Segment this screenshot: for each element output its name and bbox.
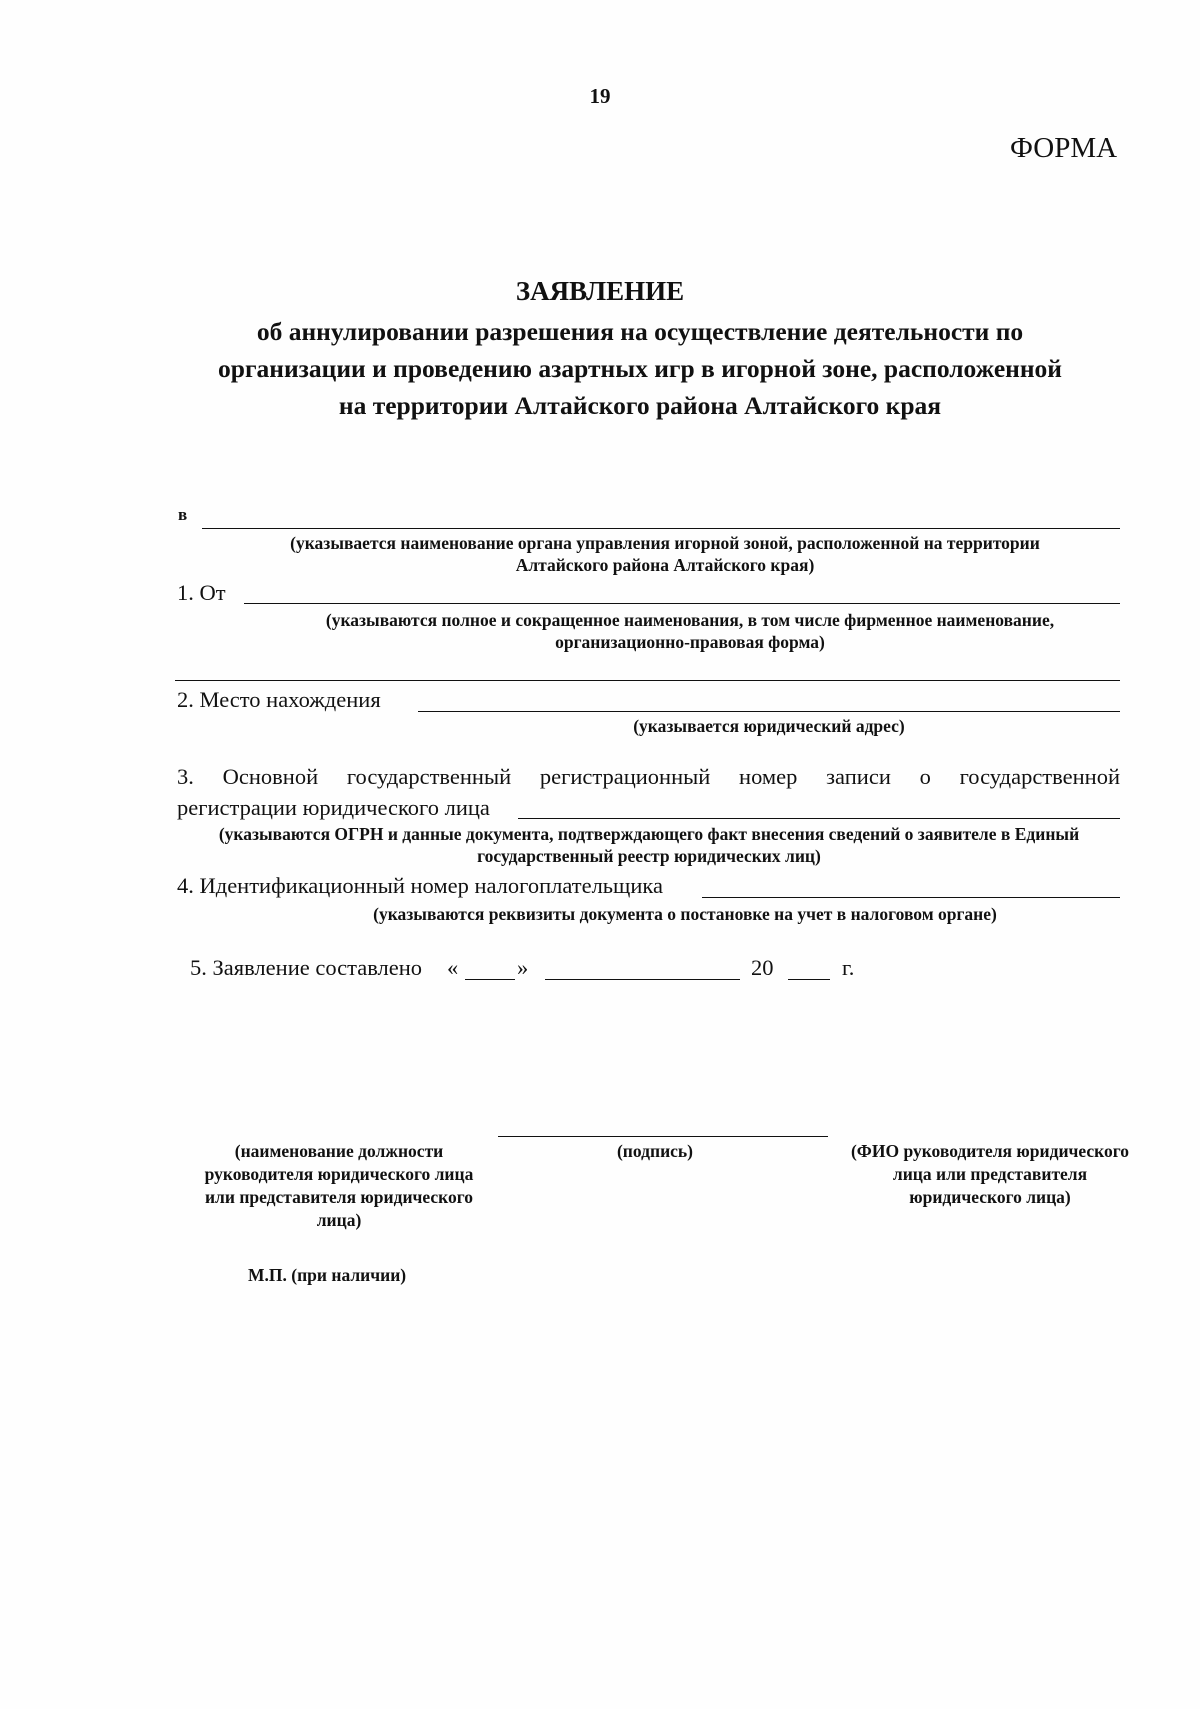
date-close-quote: » <box>517 955 529 980</box>
to-label: в <box>178 505 188 524</box>
ogrn-label-line1: 3. Основной государственный регистрационный номер записи о государственной <box>177 764 1120 789</box>
name-caption <box>830 1140 1150 1209</box>
inn-hint: (указываются реквизиты документа о постановке на учет в налоговом органе) <box>373 904 997 924</box>
ogrn-input-line[interactable] <box>518 818 1120 819</box>
page-number: 19 <box>589 84 611 108</box>
document-subtitle <box>150 313 1130 424</box>
caption-line: (ФИО руководителя юридического <box>850 1141 1130 1161</box>
hint-line: (указывается наименование органа управления игорной зоной, расположенной на территории <box>290 533 1040 553</box>
date-day-line[interactable] <box>465 979 515 980</box>
caption-line: или представителя юридического <box>204 1187 474 1207</box>
date-open-quote: « <box>447 955 459 980</box>
location-hint: (указывается юридический адрес) <box>633 716 905 736</box>
inn-input-line[interactable] <box>702 897 1120 898</box>
hint-line: (указываются ОГРН и данные документа, подтверждающего факт внесения сведений о заявителе в Единый <box>218 824 1080 844</box>
hint-line: (указываются полное и сокращенное наименования, в том числе фирменное наименование, <box>325 610 1055 630</box>
ogrn-label-line2: регистрации юридического лица <box>177 795 490 820</box>
signature-line[interactable] <box>498 1136 828 1137</box>
position-caption <box>180 1140 498 1232</box>
to-input-line[interactable] <box>202 528 1120 529</box>
stamp-caption: М.П. (при наличии) <box>248 1265 407 1285</box>
signature-caption: (подпись) <box>616 1141 694 1161</box>
form-label: ФОРМА <box>1010 132 1118 164</box>
subtitle-line: на территории Алтайского района Алтайского края <box>338 391 942 420</box>
ogrn-hint <box>170 823 1128 867</box>
from-hint <box>260 609 1120 653</box>
caption-line: юридического лица) <box>909 1187 1071 1207</box>
subtitle-line: об аннулировании разрешения на осуществление деятельности по <box>256 317 1024 346</box>
date-label: 5. Заявление составлено <box>190 955 423 980</box>
date-month-line[interactable] <box>545 979 740 980</box>
from-input-line[interactable] <box>244 603 1120 604</box>
to-hint <box>230 532 1100 576</box>
from-label: 1. От <box>177 580 226 605</box>
caption-line: (наименование должности <box>234 1141 444 1161</box>
hint-line: организационно-правовая форма) <box>555 632 825 652</box>
date-year-suffix: г. <box>842 955 855 980</box>
date-year-prefix: 20 <box>751 955 774 980</box>
date-year-line[interactable] <box>788 979 830 980</box>
location-input-line[interactable] <box>418 711 1120 712</box>
caption-line: лица или представителя <box>892 1164 1088 1184</box>
inn-label: 4. Идентификационный номер налогоплательщика <box>177 873 664 898</box>
hint-line: Алтайского района Алтайского края) <box>515 555 815 575</box>
from-input-line-2[interactable] <box>175 680 1120 681</box>
caption-line: лица) <box>316 1210 362 1230</box>
hint-line: государственный реестр юридических лиц) <box>477 846 821 866</box>
location-label: 2. Место нахождения <box>177 687 381 712</box>
document-title: ЗАЯВЛЕНИЕ <box>515 276 685 306</box>
subtitle-line: организации и проведению азартных игр в игорной зоне, расположенной <box>218 354 1062 383</box>
caption-line: руководителя юридического лица <box>204 1164 474 1184</box>
